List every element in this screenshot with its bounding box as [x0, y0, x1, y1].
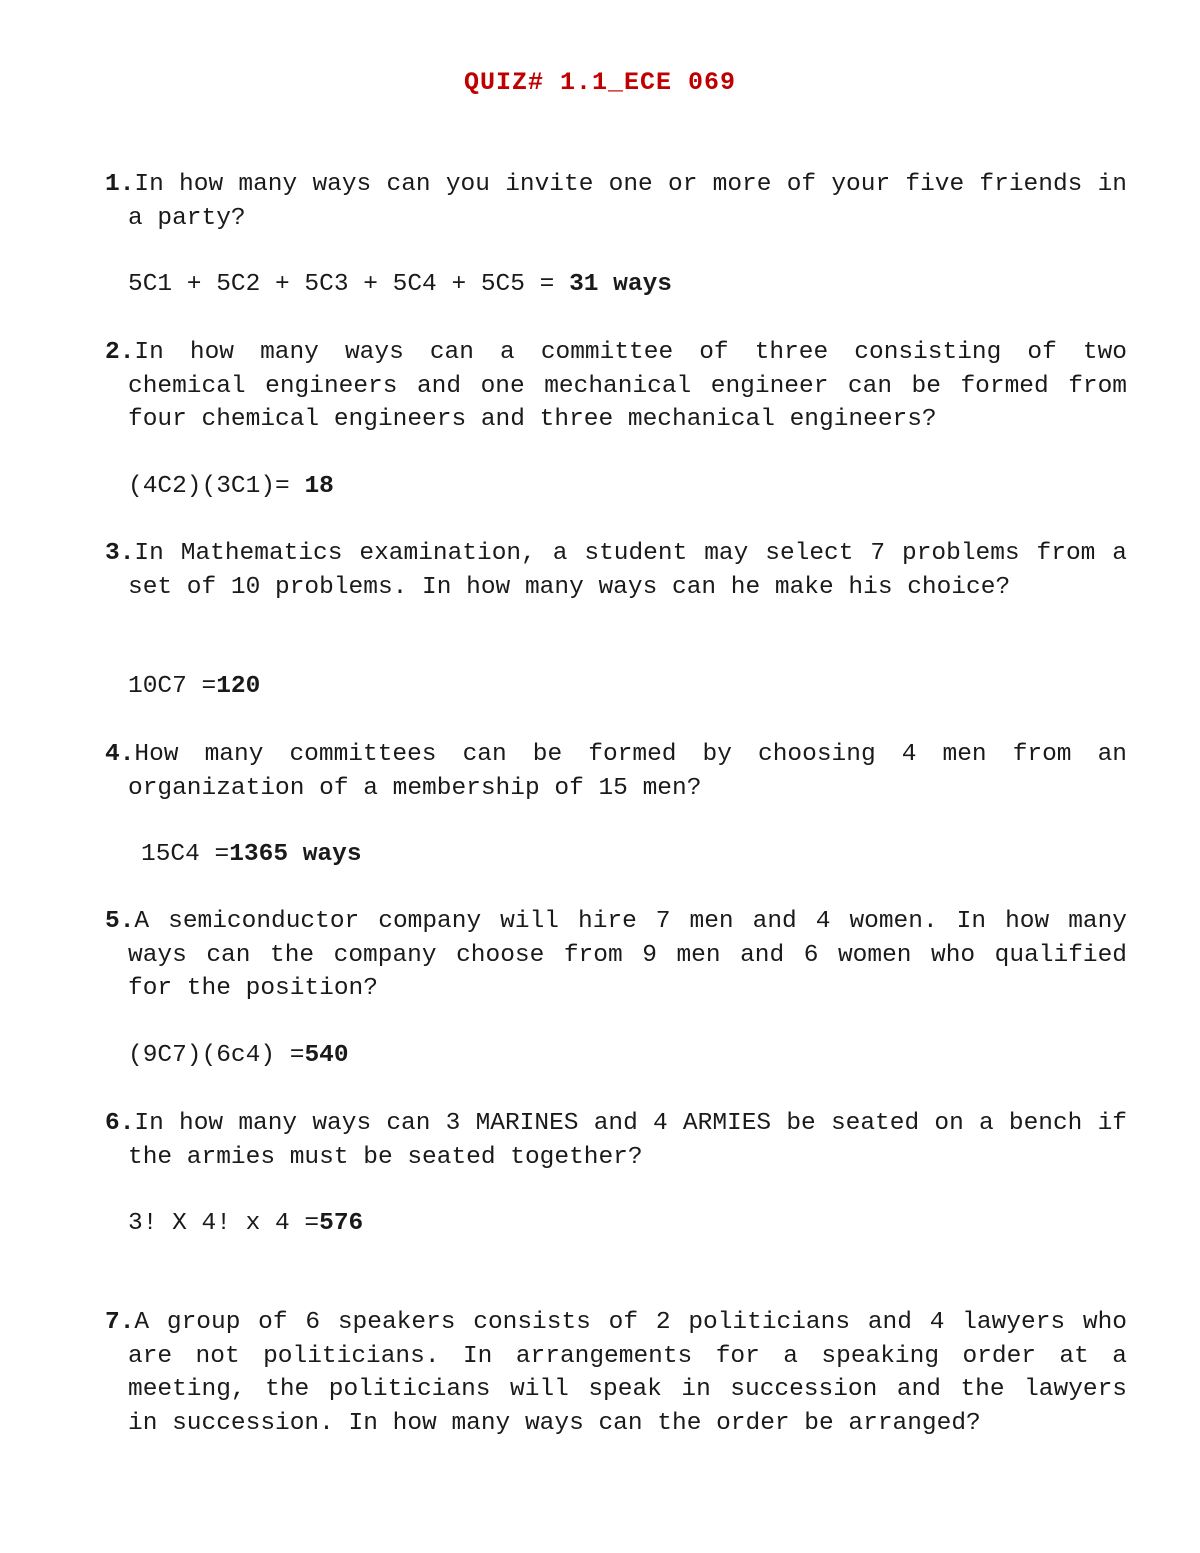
question-1	[105, 168, 1127, 235]
question-body: How many committees can be formed by choosing 4 men from an organization of a membership of 15 men?	[128, 741, 1127, 802]
question-number: 7.	[105, 1309, 135, 1336]
question-4	[105, 738, 1127, 805]
question-2	[105, 336, 1127, 437]
answer-expression: 15C4 =	[141, 841, 230, 868]
answer-2	[128, 470, 334, 503]
question-body: In how many ways can a committee of three consisting of two chemical engineers and one mechanical engineer can be formed from four chemical engineers and three mechanical engineers?	[128, 339, 1127, 433]
answer-3	[128, 670, 260, 703]
answer-1	[128, 268, 672, 301]
answer-result: 31 ways	[569, 271, 672, 298]
answer-result: 576	[319, 1210, 364, 1237]
question-number: 2.	[105, 339, 135, 366]
answer-expression: (4C2)(3C1)=	[128, 473, 305, 500]
question-body: A semiconductor company will hire 7 men and 4 women. In how many ways can the company choose from 9 men and 6 women who qualified for the position?	[128, 908, 1127, 1002]
question-3-text	[105, 537, 1127, 604]
answer-result: 1365 ways	[229, 841, 362, 868]
question-7-text	[105, 1306, 1127, 1440]
answer-expression: 5C1 + 5C2 + 5C3 + 5C4 + 5C5 =	[128, 271, 570, 298]
answer-expression: 3! X 4! x 4 =	[128, 1210, 320, 1237]
quiz-title: QUIZ# 1.1_ECE 069	[463, 68, 737, 97]
question-number: 3.	[105, 540, 135, 567]
question-7	[105, 1306, 1127, 1440]
question-4-text	[105, 738, 1127, 805]
question-body: A group of 6 speakers consists of 2 politicians and 4 lawyers who are not politicians. In arrangements for a speaking order at a meeting, the politicians will speak in succession and the lawyers in succession. In how many ways can the order be arranged?	[128, 1309, 1127, 1437]
answer-result: 120	[216, 673, 261, 700]
question-body: In how many ways can you invite one or more of your five friends in a party?	[128, 171, 1127, 232]
answer-expression: 10C7 =	[128, 673, 217, 700]
answer-expression: (9C7)(6c4) =	[128, 1042, 305, 1069]
question-number: 4.	[105, 741, 135, 768]
question-6-text	[105, 1107, 1127, 1174]
question-6	[105, 1107, 1127, 1174]
question-body: In how many ways can 3 MARINES and 4 ARMIES be seated on a bench if the armies must be seated together?	[128, 1110, 1127, 1171]
question-5	[105, 905, 1127, 1006]
answer-4	[141, 838, 362, 871]
question-body: In Mathematics examination, a student may select 7 problems from a set of 10 problems. In how many ways can he make his choice?	[128, 540, 1127, 601]
question-number: 6.	[105, 1110, 135, 1137]
answer-6	[128, 1207, 363, 1240]
answer-result: 540	[304, 1042, 349, 1069]
question-1-text	[105, 168, 1127, 235]
question-5-text	[105, 905, 1127, 1006]
question-number: 1.	[105, 171, 135, 198]
answer-5	[128, 1039, 349, 1072]
question-number: 5.	[105, 908, 135, 935]
question-2-text	[105, 336, 1127, 437]
question-3	[105, 537, 1127, 604]
answer-result: 18	[304, 473, 334, 500]
